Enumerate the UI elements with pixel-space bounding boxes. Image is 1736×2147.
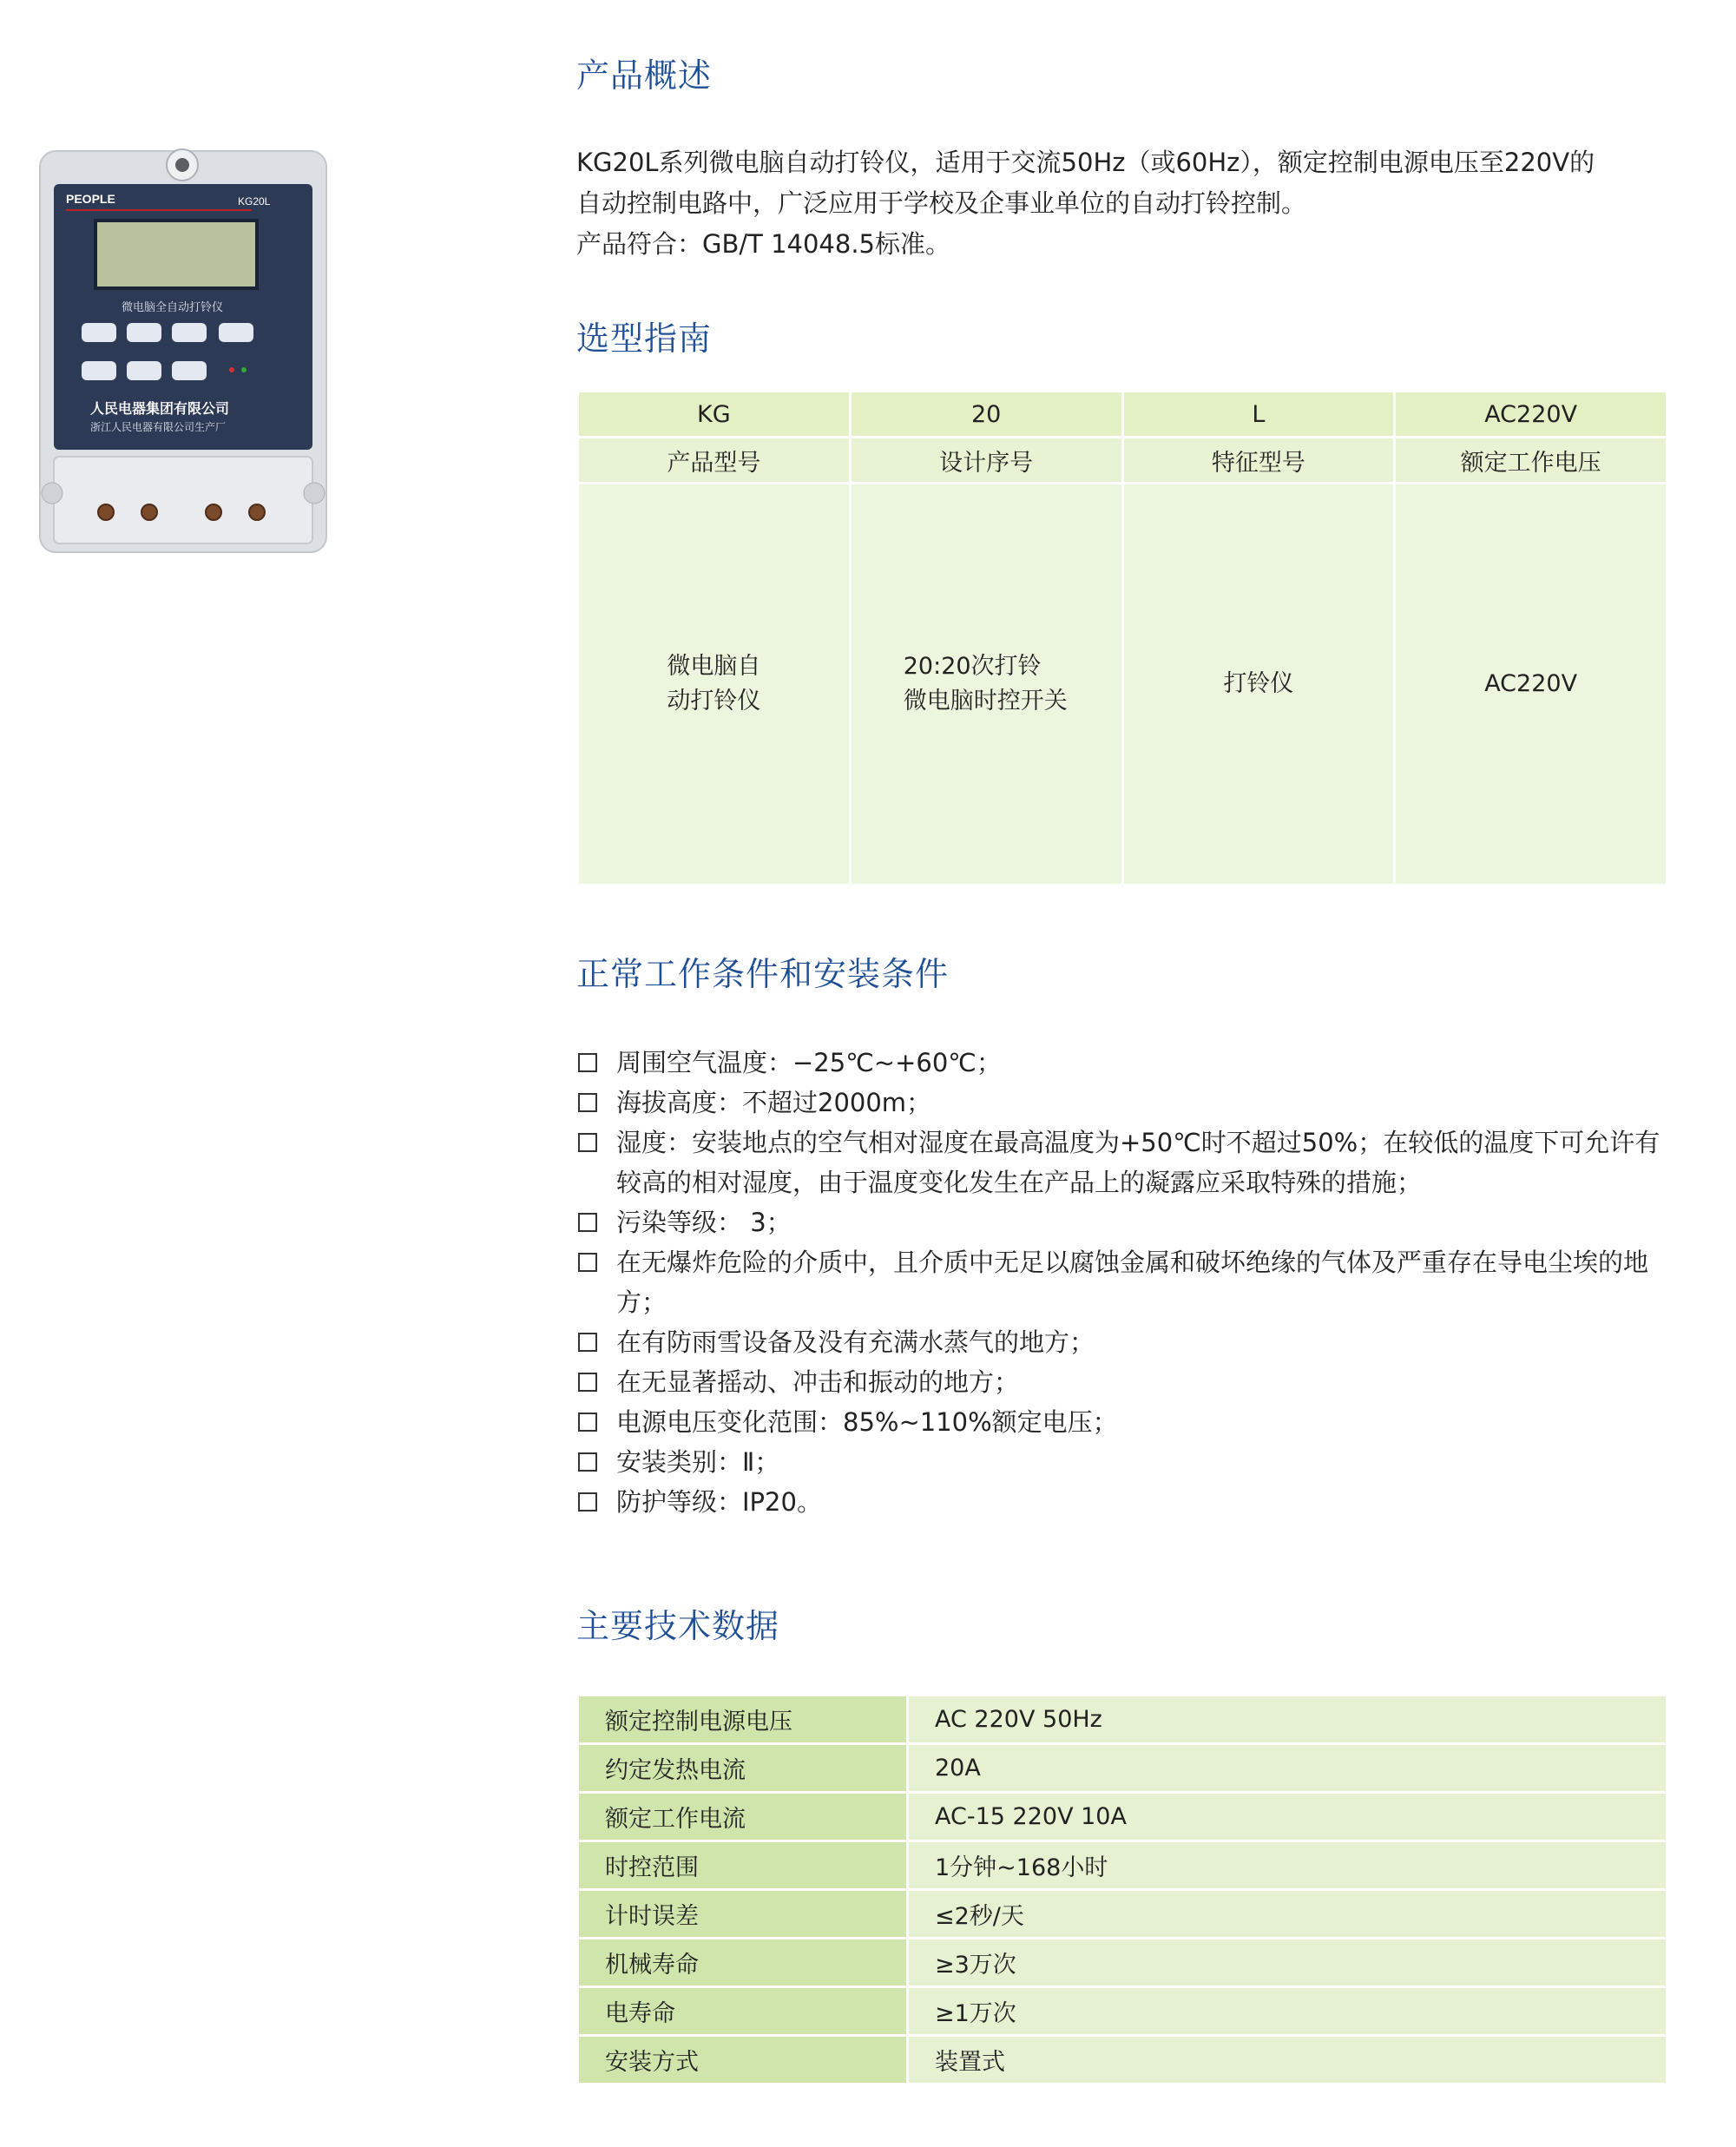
checkbox-icon [578,1133,597,1152]
condition-text: 安装类别：Ⅱ； [616,1447,780,1477]
condition-text: 海拔高度：不超过2000m； [616,1088,932,1117]
condition-item [576,1442,1679,1482]
selection-name-cell: 特征型号 [1122,438,1395,484]
selection-title: 选型指南 [576,319,713,358]
selection-code-row [578,392,1667,438]
checkbox-icon [578,1373,597,1392]
selection-table [576,390,1668,886]
checkbox-icon [578,1452,597,1472]
overview-line: 产品符合：GB/T 14048.5标准。 [576,229,950,259]
condition-text: 防护等级：IP20。 [616,1487,822,1517]
condition-item [576,1402,1679,1442]
condition-item [576,1083,1679,1123]
condition-item [576,1242,1679,1322]
selection-code-cell: L [1122,392,1395,438]
selection-desc-cell [1122,484,1395,886]
condition-item [576,1043,1679,1083]
selection-code-cell: 20 [850,392,1122,438]
tech-row [578,1841,1667,1890]
overview-title: 产品概述 [576,56,713,95]
tech-value: 20A [908,1744,1667,1793]
tech-value: 装置式 [908,2036,1667,2084]
condition-item [576,1322,1679,1362]
tech-key: 安装方式 [578,2036,908,2084]
tech-key: 机械寿命 [578,1939,908,1987]
overview-line: KG20L系列微电脑自动打铃仪，适用于交流50Hz（或60Hz），额定控制电源电压至220V的 [576,148,1595,177]
condition-text: 湿度：安装地点的空气相对湿度在最高温度为+50℃时不超过50%；在较低的温度下可允许有较高的相对湿度，由于温度变化发生在产品上的凝露应采取特殊的措施； [616,1128,1660,1197]
condition-text: 污染等级： 3； [616,1208,792,1237]
svg-text:人民电器集团有限公司: 人民电器集团有限公司 [90,400,230,417]
condition-text: 在无显著摇动、冲击和振动的地方； [616,1367,1020,1397]
tech-row [578,1890,1667,1939]
selection-code-cell: KG [578,392,851,438]
tech-value: AC 220V 50Hz [908,1696,1667,1744]
tech-row [578,1987,1667,2036]
tech-key: 时控范围 [578,1841,908,1890]
condition-item [576,1202,1679,1242]
selection-name-cell: 设计序号 [850,438,1122,484]
product-photo [35,139,330,556]
selection-desc-cell [850,484,1122,886]
condition-text: 在有防雨雪设备及没有充满水蒸气的地方； [616,1327,1095,1357]
tech-row [578,1939,1667,1987]
tech-key: 约定发热电流 [578,1744,908,1793]
checkbox-icon [578,1213,597,1232]
selection-name-cell: 产品型号 [578,438,851,484]
tech-value: 1分钟~168小时 [908,1841,1667,1890]
svg-text:KG20L: KG20L [238,195,271,207]
tech-value: ≥1万次 [908,1987,1667,2036]
selection-desc-row [578,484,1667,886]
condition-text: 电源电压变化范围：85%~110%额定电压； [616,1407,1118,1437]
checkbox-icon [578,1333,597,1352]
tech-key: 额定控制电源电压 [578,1696,908,1744]
tech-value: ≤2秒/天 [908,1890,1667,1939]
selection-name-row [578,438,1667,484]
tech-row [578,2036,1667,2084]
conditions-list [576,1043,1679,1522]
tech-row [578,1696,1667,1744]
condition-item [576,1482,1679,1522]
tech-key: 电寿命 [578,1987,908,2036]
checkbox-icon [578,1093,597,1112]
selection-name-cell: 额定工作电压 [1395,438,1667,484]
tech-key: 计时误差 [578,1890,908,1939]
tech-key: 额定工作电流 [578,1793,908,1841]
tech-title: 主要技术数据 [576,1607,780,1645]
svg-text:微电脑全自动打铃仪: 微电脑全自动打铃仪 [122,301,224,314]
selection-desc-text: AC220V [1484,670,1578,697]
selection-desc-cell [1395,484,1667,886]
condition-item [576,1123,1679,1202]
condition-item [576,1362,1679,1402]
tech-table [576,1694,1668,2085]
tech-value: AC-15 220V 10A [908,1793,1667,1841]
svg-text:PEOPLE: PEOPLE [66,192,115,206]
condition-text: 周围空气温度：−25℃~+60℃； [616,1048,1002,1077]
overview-text [576,142,1679,265]
selection-code-cell: AC220V [1395,392,1667,438]
tech-row [578,1744,1667,1793]
checkbox-icon [578,1413,597,1432]
svg-text:浙江人民电器有限公司生产厂: 浙江人民电器有限公司生产厂 [90,421,227,433]
selection-desc-text: 20:20次打铃 微电脑时控开关 [903,653,1068,715]
tech-row [578,1793,1667,1841]
selection-desc-cell [578,484,851,886]
checkbox-icon [578,1253,597,1272]
checkbox-icon [578,1053,597,1072]
condition-text: 在无爆炸危险的介质中，且介质中无足以腐蚀金属和破坏绝缘的气体及严重存在导电尘埃的地方； [616,1248,1649,1317]
overview-line: 自动控制电路中，广泛应用于学校及企事业单位的自动打铃控制。 [576,188,1307,218]
selection-desc-text: 微电脑自 动打铃仪 [667,653,761,715]
tech-value: ≥3万次 [908,1939,1667,1987]
checkbox-icon [578,1492,597,1511]
conditions-title: 正常工作条件和安装条件 [576,955,950,993]
selection-desc-text: 打铃仪 [1223,670,1294,697]
